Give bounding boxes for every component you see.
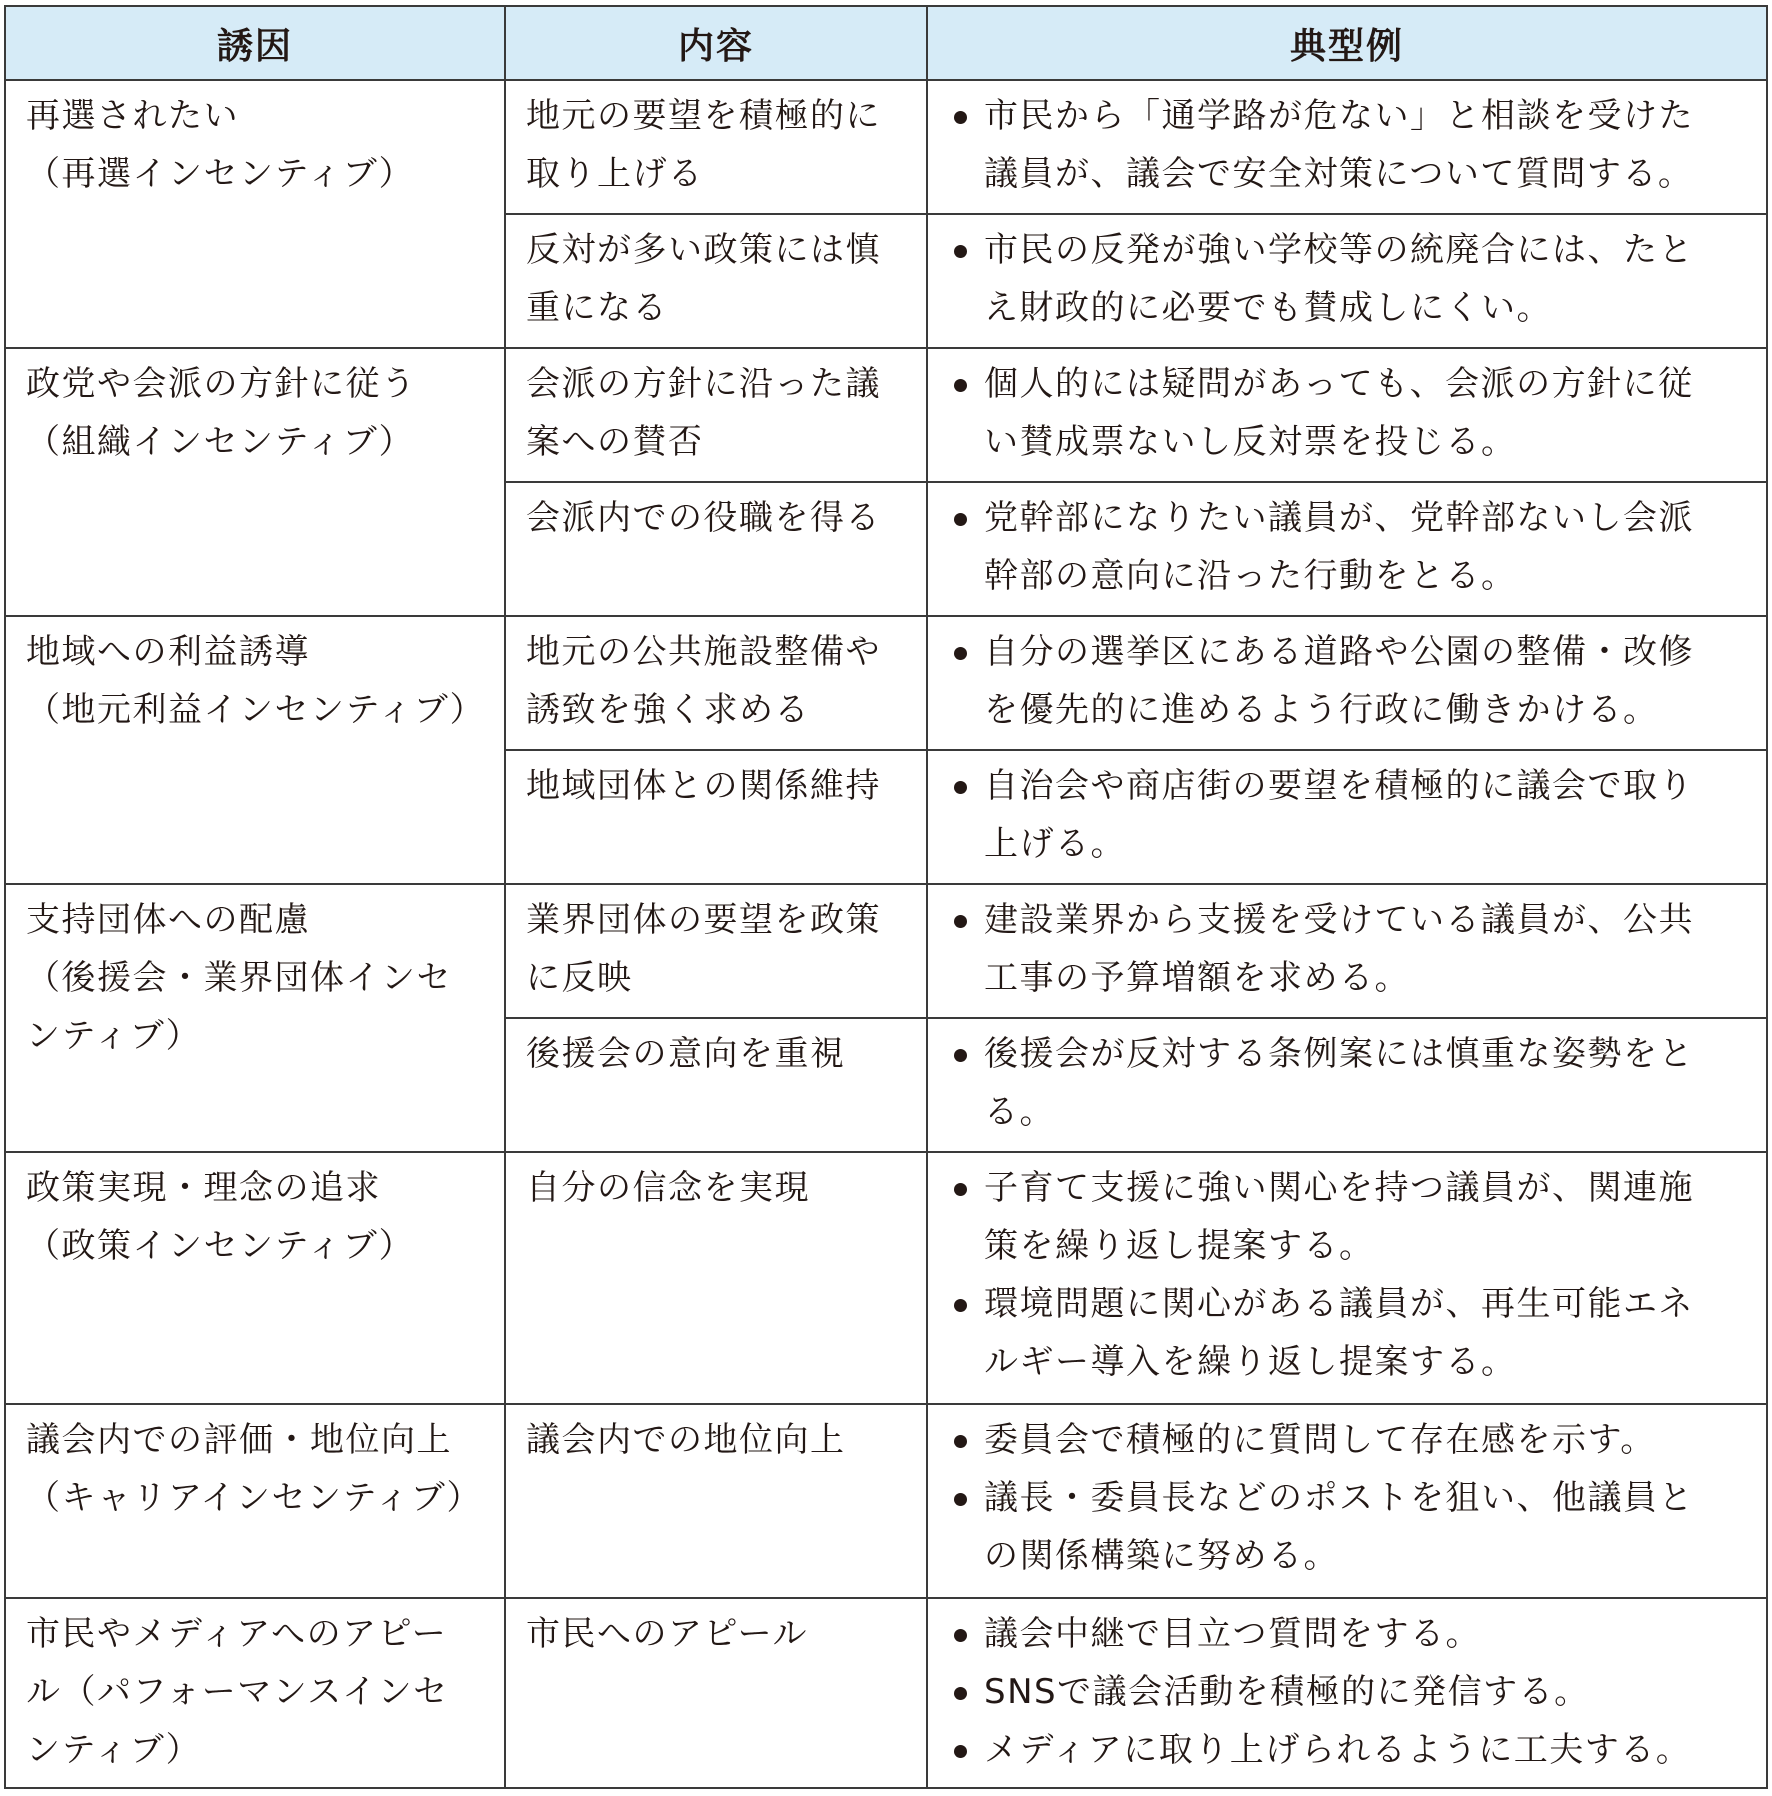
table-row [5,884,1767,1018]
header-factor: 誘因 [5,6,505,80]
content-cell [505,482,927,616]
example-text-line: 後援会が反対する条例案には慎重な姿勢をと [984,1034,1694,1074]
bullet-icon [954,781,967,794]
examples-cell [927,884,1767,1018]
bullet-icon [954,1049,967,1062]
factor-text-line: ンティブ） [26,1730,202,1770]
content-cell [505,1152,927,1404]
factor-text-line: （後援会・業界団体インセ [26,958,452,998]
content-cell [505,1404,927,1598]
bullet-icon [954,1629,967,1642]
example-text-line: 自治会や商店街の要望を積極的に議会で取り [984,766,1694,806]
bullet-icon [954,379,967,392]
example-text-line: 策を繰り返し提案する。 [984,1226,1375,1266]
example-text-line: る。 [984,1092,1055,1132]
factor-text-line: ンティブ） [26,1016,202,1056]
bullet-icon [954,513,967,526]
header-examples: 典型例 [927,6,1767,80]
factor-cell [5,348,505,616]
example-text-line: SNSで議会活動を積極的に発信する。 [984,1672,1590,1712]
factor-cell [5,1404,505,1598]
example-item [954,1159,1752,1275]
factor-text-line: （組織インセンティブ） [26,422,415,462]
factor-cell [5,616,505,884]
example-text-line: 議長・委員長などのポストを狙い、他議員と [984,1478,1694,1518]
content-cell [505,1598,927,1788]
content-text-line: 取り上げる [526,154,704,194]
content-text-line: に反映 [526,958,633,998]
example-text-line: 議会中継で目立つ質問をする。 [984,1614,1481,1654]
table-row [5,80,1767,214]
content-text-line: 誘致を強く求める [526,690,810,730]
example-text-line: 議員が、議会で安全対策について質問する。 [984,154,1694,194]
content-text-line: 市民へのアピール [526,1614,808,1654]
examples-cell [927,1598,1767,1788]
example-item [954,891,1752,1007]
example-text-line: 自分の選挙区にある道路や公園の整備・改修 [984,632,1694,672]
content-text-line: 業界団体の要望を政策 [526,900,881,940]
content-cell [505,214,927,348]
incentive-table-container [4,5,1766,1789]
examples-cell [927,482,1767,616]
factor-text-line: 再選されたい [26,96,239,136]
example-item [954,1411,1752,1469]
factor-text-line: 地域への利益誘導 [26,632,310,672]
example-text-line: 工事の予算増額を求める。 [984,958,1410,998]
example-item [954,355,1752,471]
bullet-icon [954,1745,967,1758]
content-text-line: 地元の公共施設整備や [526,632,881,672]
example-item [954,1663,1752,1721]
example-text-line: え財政的に必要でも賛成しにくい。 [984,288,1552,328]
examples-cell [927,214,1767,348]
content-cell [505,884,927,1018]
content-text-line: 地域団体との関係維持 [526,766,881,806]
factor-text-line: （再選インセンティブ） [26,154,415,194]
bullet-icon [954,1493,967,1506]
example-item [954,1721,1752,1779]
example-text-line: 環境問題に関心がある議員が、再生可能エネ [984,1284,1694,1324]
factor-text-line: 議会内での評価・地位向上 [26,1420,452,1460]
table-row [5,1404,1767,1598]
table-header [5,6,1767,80]
example-item [954,623,1752,739]
example-item [954,1275,1752,1391]
example-text-line: 市民の反発が強い学校等の統廃合には、たと [984,230,1694,270]
table-row [5,616,1767,750]
example-text-line: メディアに取り上げられるように工夫する。 [984,1730,1692,1770]
example-item [954,757,1752,873]
examples-cell [927,616,1767,750]
content-text-line: 反対が多い政策には慎 [526,230,881,270]
content-text-line: 議会内での地位向上 [526,1420,846,1460]
content-text-line: 会派の方針に沿った議 [526,364,881,404]
example-item [954,1469,1752,1585]
bullet-icon [954,245,967,258]
content-cell [505,80,927,214]
example-text-line: 市民から「通学路が危ない」と相談を受けた [984,96,1694,136]
factor-text-line: （政策インセンティブ） [26,1226,415,1266]
example-text-line: い賛成票ないし反対票を投じる。 [984,422,1517,462]
bullet-icon [954,1183,967,1196]
factor-text-line: 支持団体への配慮 [26,900,310,940]
content-text-line: 重になる [526,288,668,328]
content-text-line: 地元の要望を積極的に [526,96,881,136]
table-body [5,80,1767,1788]
bullet-icon [954,1435,967,1448]
content-cell [505,616,927,750]
example-text-line: を優先的に進めるよう行政に働きかける。 [984,690,1659,730]
content-cell [505,1018,927,1152]
example-text-line: の関係構築に努める。 [984,1536,1339,1576]
examples-cell [927,348,1767,482]
example-text-line: 個人的には疑問があっても、会派の方針に従 [984,364,1694,404]
example-item [954,489,1752,605]
table-row [5,348,1767,482]
bullet-icon [954,915,967,928]
factor-cell [5,1598,505,1788]
factor-text-line: （キャリアインセンティブ） [26,1478,483,1518]
example-item [954,221,1752,337]
header-content: 内容 [505,6,927,80]
bullet-icon [954,647,967,660]
content-text-line: 後援会の意向を重視 [526,1034,846,1074]
example-text-line: 幹部の意向に沿った行動をとる。 [984,556,1517,596]
factor-text-line: 政策実現・理念の追求 [26,1168,381,1208]
examples-cell [927,1018,1767,1152]
factor-text-line: 政党や会派の方針に従う [26,364,417,404]
bullet-icon [954,1687,967,1700]
example-text-line: 党幹部になりたい議員が、党幹部ないし会派 [984,498,1694,538]
examples-cell [927,750,1767,884]
factor-cell [5,1152,505,1404]
example-text-line: 建設業界から支援を受けている議員が、公共 [984,900,1694,940]
factor-cell [5,884,505,1152]
example-item [954,1605,1752,1663]
example-text-line: 委員会で積極的に質問して存在感を示す。 [984,1420,1656,1460]
factor-text-line: 市民やメディアへのアピー [26,1614,448,1654]
example-text-line: 上げる。 [984,824,1126,864]
examples-cell [927,1152,1767,1404]
example-text-line: ルギー導入を繰り返し提案する。 [984,1342,1517,1382]
incentive-table [4,5,1768,1789]
example-text-line: 子育て支援に強い関心を持つ議員が、関連施 [984,1168,1694,1208]
factor-text-line: （地元利益インセンティブ） [26,690,486,730]
table-row [5,1152,1767,1404]
factor-cell [5,80,505,348]
example-item [954,87,1752,203]
content-text-line: 会派内での役職を得る [526,498,881,538]
header-row [5,6,1767,80]
example-item [954,1025,1752,1141]
content-cell [505,348,927,482]
factor-text-line: ル（パフォーマンスインセ [26,1672,449,1712]
table-row [5,1598,1767,1788]
content-cell [505,750,927,884]
examples-cell [927,1404,1767,1598]
content-text-line: 案への賛否 [526,422,704,462]
bullet-icon [954,111,967,124]
bullet-icon [954,1299,967,1312]
examples-cell [927,80,1767,214]
content-text-line: 自分の信念を実現 [526,1168,810,1208]
